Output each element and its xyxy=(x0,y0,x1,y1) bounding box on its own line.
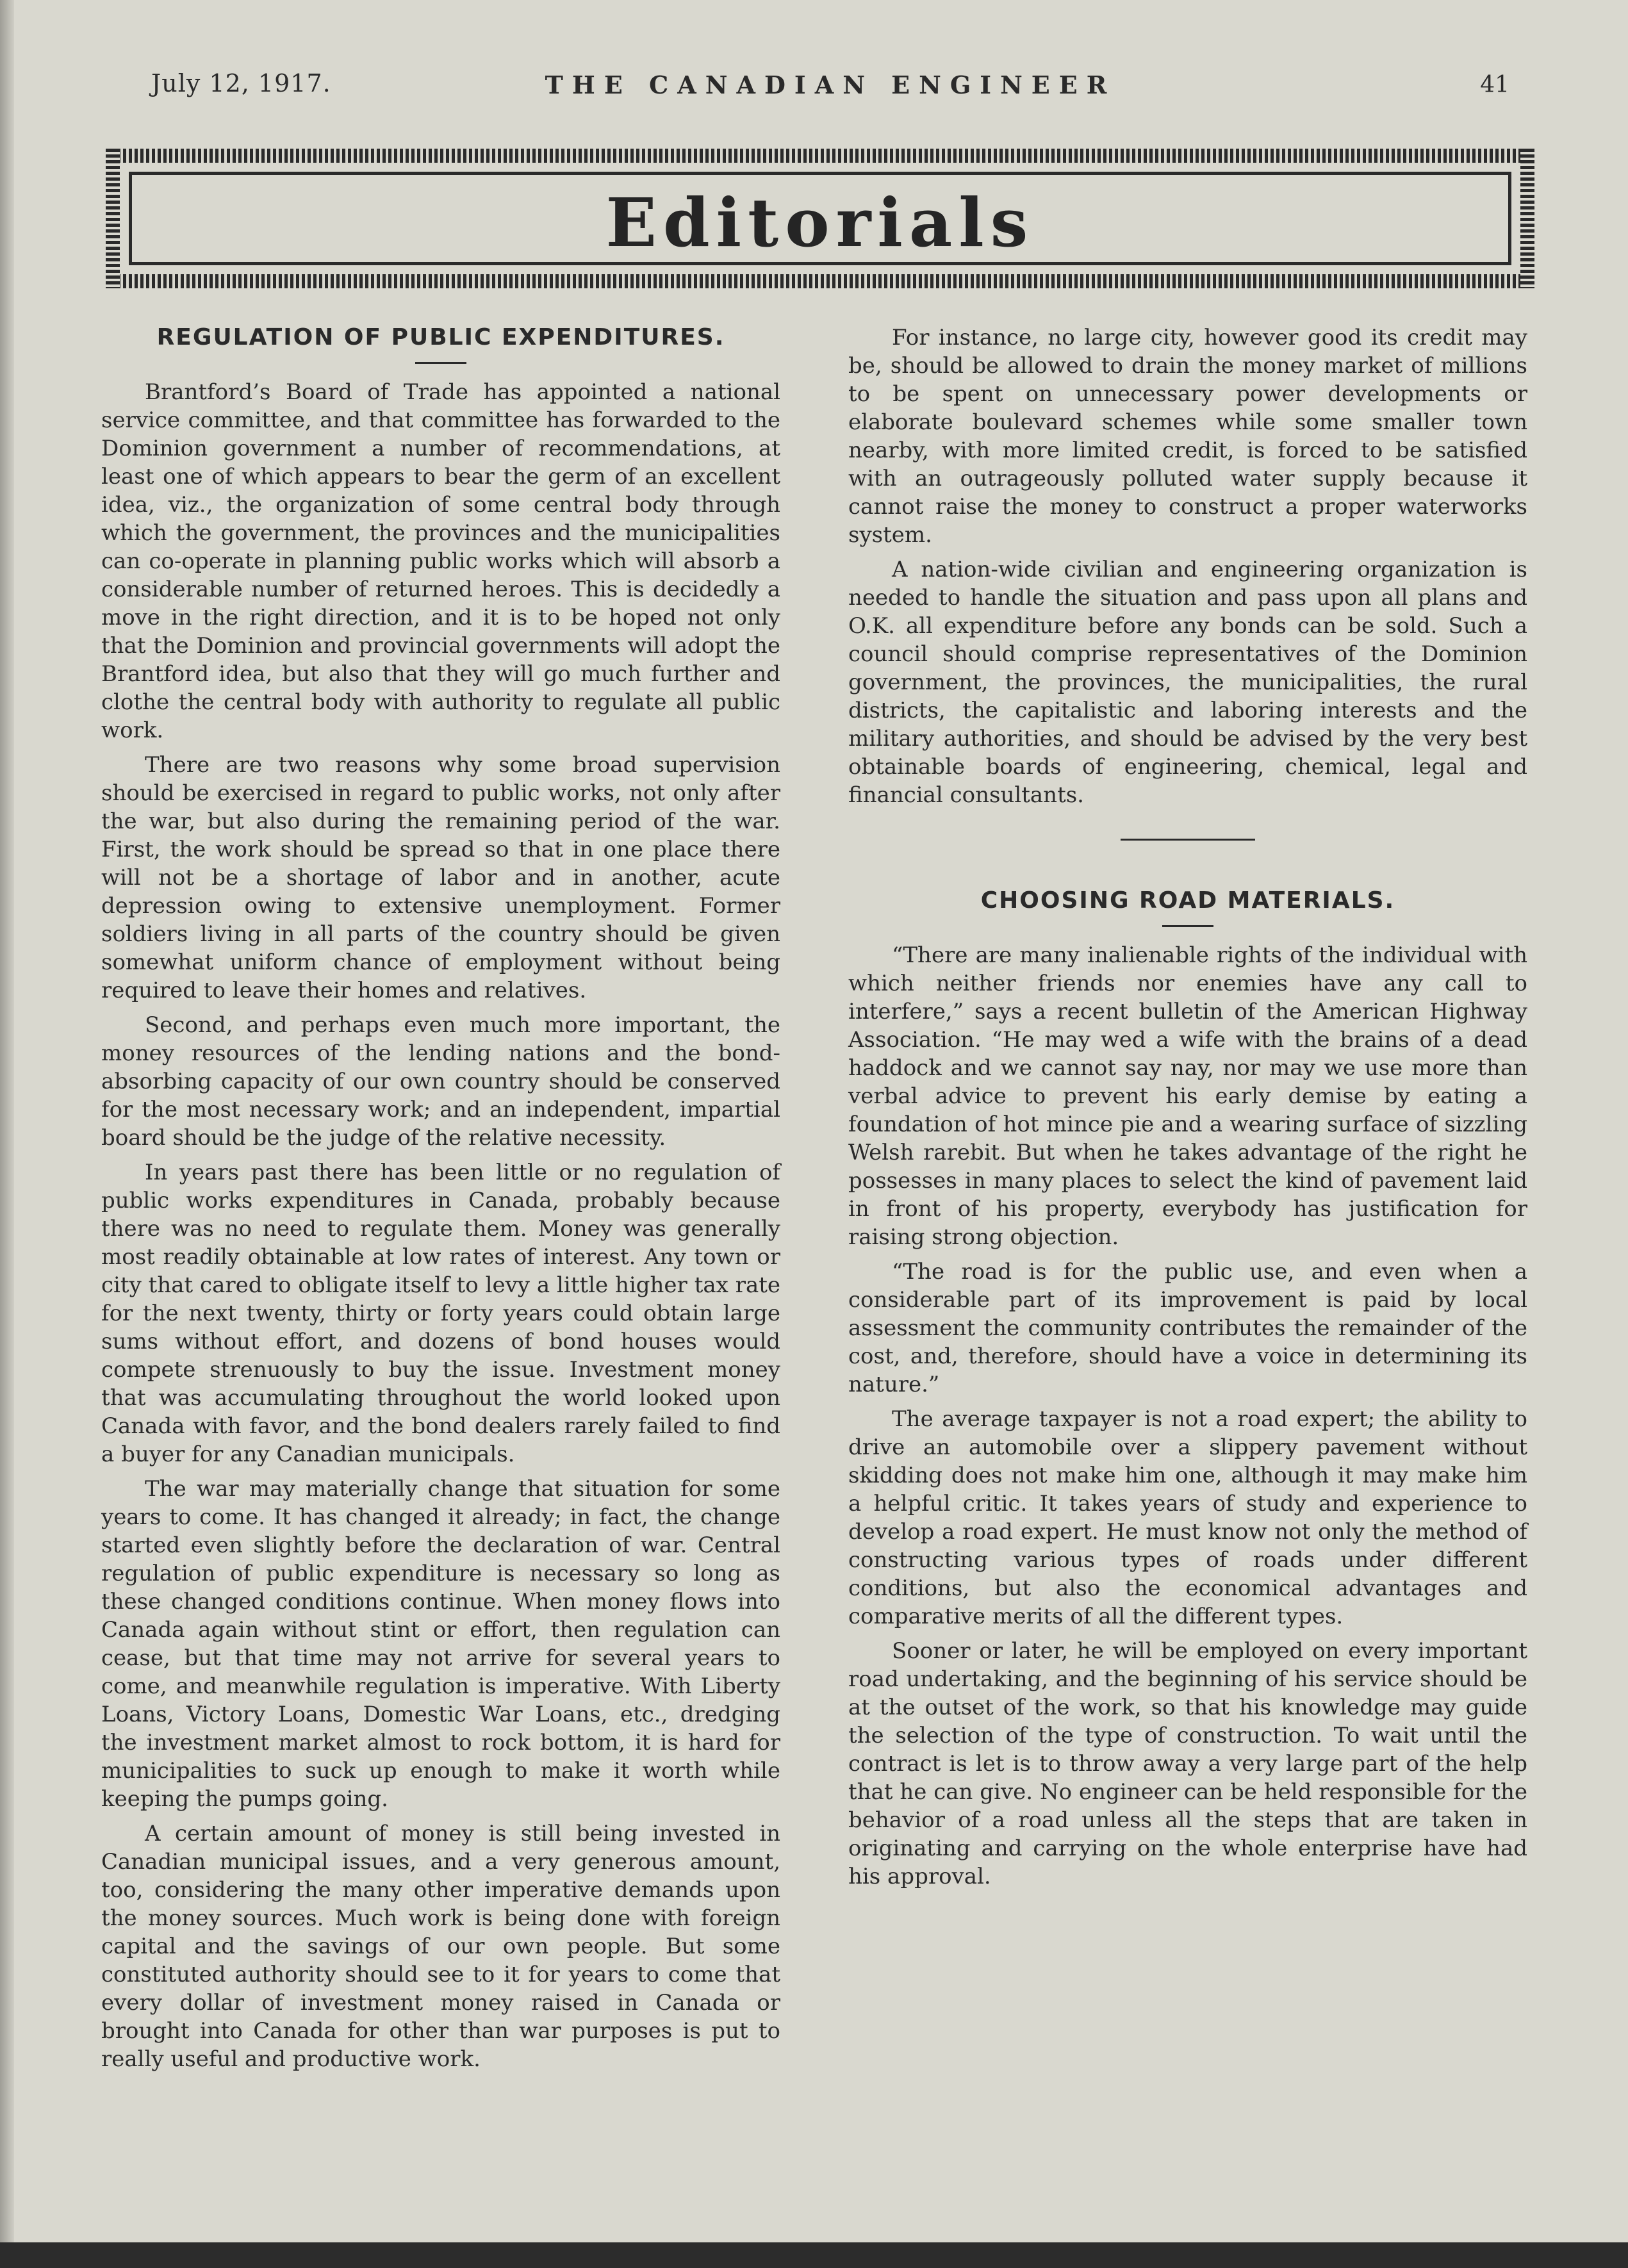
article-paragraph: A certain amount of money is still being invested in Canadian municipal issues, and a very generous amount, too, considering the many other imperative demands upon the money sources. Much work is being done with foreign capital and the savings of our own people. But some constituted authority should see to it for years to come that every dollar of investment money raised in Canada or brought into Canada for other than war purposes is put to really useful and productive work. xyxy=(101,1821,780,2072)
running-head xyxy=(151,69,1509,108)
article-paragraph: The average taxpayer is not a road expert; the ability to drive an automobile over a slippery pavement without skidding does not make him one, although it may make him a helpful critic. It takes years of study and experience to develop a road expert. He must know not only the method of constructing various types of roads under different conditions, but also the economical advantages and comparative merits of all the different types. xyxy=(848,1406,1527,1629)
page-edge xyxy=(0,0,14,2268)
article-paragraph: “The road is for the public use, and even when a considerable part of its improvement is paid by local assessment the community contributes the remainder of the cost, and, therefore, should have a voice in determining its nature.” xyxy=(848,1259,1527,1397)
article-heading-road-materials: CHOOSING ROAD MATERIALS. xyxy=(980,887,1395,914)
scan-bottom-edge xyxy=(0,2242,1628,2268)
article-paragraph: For instance, no large city, however good its credit may be, should be allowed to drain the money market of millions to be spent on unnecessary power developments or elaborate boulevard schemes while some smaller town nearby, with more limited credit, is forced to be satisfied with an outrageously polluted water supply because it cannot raise the money to construct a proper waterworks system. xyxy=(848,325,1527,548)
journal-title: THE CANADIAN ENGINEER xyxy=(545,70,1116,99)
article-paragraph: Second, and perhaps even much more important, the money resources of the lending nations and the bond-absorbing capacity of our own country should be conserved for the most necessary work; and an independent, impartial board should be the judge of the relative necessity. xyxy=(101,1012,780,1151)
page-number: 41 xyxy=(1480,72,1509,98)
banner-bottom-rule xyxy=(106,274,1534,288)
right-column xyxy=(848,324,1527,1897)
article-paragraph: A nation-wide civilian and engineering organization is needed to handle the situation and pass upon all plans and O.K. all expenditure before any bonds can be sold. Such a council should comprise representatives of the Dominion government, the provinces, the municipalities, the rural districts, the capitalistic and laboring interests and the military authorities, and should be advised by the very best obtainable boards of engineering, chemical, legal and financial consultants. xyxy=(848,557,1527,808)
article-paragraph: Sooner or later, he will be employed on every important road undertaking, and the beginning of his service should be at the outset of the work, so that his knowledge may guide the selection of the type of construction. To wait until the contract is let is to throw away a very large part of the help that he can give. No engineer can be held responsible for the behavior of a road unless all the steps that are taken in originating and carrying on the whole enterprise have had his approval. xyxy=(848,1638,1527,1889)
article-paragraph: Brantford’s Board of Trade has appointed a national service committee, and that committee has forwarded to the Dominion government a number of recommendations, at least one of which appears to bear the germ of an excellent idea, viz., the organization of some central body through which the government, the provinces and the municipalities can co-operate in planning public works which will absorb a considerable number of returned heroes. This is decidedly a move in the right direction, and it is to be hoped not only that the Dominion and provincial governments will adopt the Brantford idea, but also that they will go much further and clothe the central body with authority to regulate all public work. xyxy=(101,379,780,743)
left-column xyxy=(101,324,780,2080)
article-paragraph: In years past there has been little or no regulation of public works expenditures in Canada, probably because there was no need to regulate them. Money was generally most readily obtainable at low rates of interest. Any town or city that cared to obligate itself to levy a little higher tax rate for the next twenty, thirty or forty years could obtain large sums without effort, and dozens of bond houses would compete strenuously to buy the issue. Investment money that was accumulating throughout the world looked upon Canada with favor, and the bond dealers rarely failed to find a buyer for any Canadian municipals. xyxy=(101,1160,780,1467)
heading-rule xyxy=(415,362,466,364)
article-paragraph: “There are many inalienable rights of the individual with which neither friends nor enemies have any call to interfere,” says a recent bulletin of the American Highway Association. “He may wed a wife with the brains of a dead haddock and we cannot say nay, nor may we use more than verbal advice to prevent his early demise by eating a foundation of hot mince pie and a wearing surface of sizzling Welsh rarebit. But when he takes advantage of the right he possesses in many places to select the kind of pavement laid in front of his property, everybody has justification for raising strong objection. xyxy=(848,942,1527,1250)
issue-date: July 12, 1917. xyxy=(151,69,331,97)
heading-rule xyxy=(1162,925,1213,927)
banner-top-rule xyxy=(106,149,1534,163)
banner-title: Editorials xyxy=(605,183,1035,262)
article-paragraph: There are two reasons why some broad supervision should be exercised in regard to public works, not only after the war, but also during the remaining period of the war. First, the work should be spread so that in one place there will not be a shortage of labor and in another, acute depression owing to extensive unemployment. Former soldiers living in all parts of the country should be given somewhat uniform chance of employment without being required to leave their homes and relatives. xyxy=(101,752,780,1003)
editorials-banner xyxy=(106,149,1534,288)
article-heading-regulation: REGULATION OF PUBLIC EXPENDITURES. xyxy=(156,324,725,350)
article-paragraph: The war may materially change that situation for some years to come. It has changed it already; in fact, the change started even slightly before the declaration of war. Central regulation of public expenditure is necessary so long as these changed conditions continue. When money flows into Canada again without stint or effort, then regulation can cease, but that time may not arrive for several years to come, and meanwhile regulation is imperative. With Liberty Loans, Victory Loans, Domestic War Loans, etc., dredging the investment market almost to rock bottom, it is hard for municipalities to suck up enough to make it worth while keeping the pumps going. xyxy=(101,1476,780,1812)
section-divider xyxy=(1121,839,1255,841)
